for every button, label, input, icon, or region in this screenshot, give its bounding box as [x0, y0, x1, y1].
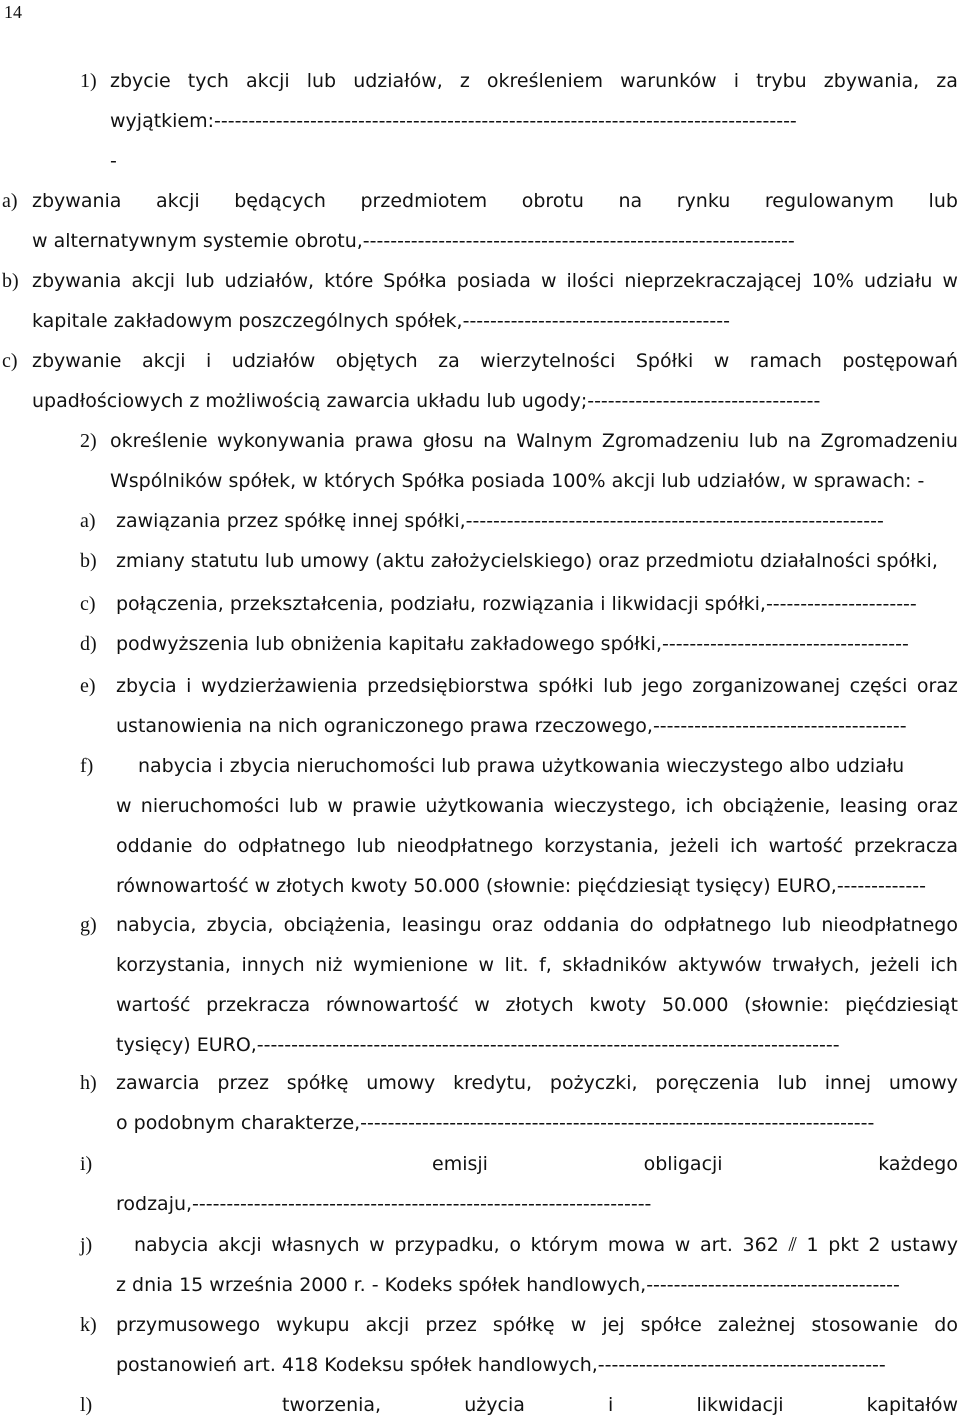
word: jej: [602, 1314, 625, 1336]
word: innej: [824, 1072, 872, 1094]
word: obrotu: [521, 190, 584, 212]
word: pkt: [828, 1234, 859, 1256]
word: ustawy: [890, 1234, 958, 1256]
item-marker: f): [80, 755, 94, 777]
word: w: [478, 954, 494, 976]
word: i: [608, 1394, 614, 1416]
word: za: [438, 350, 460, 372]
word: zbycia,: [206, 914, 274, 936]
word: akcji: [246, 70, 290, 92]
word: warunków: [620, 70, 717, 92]
word: w: [327, 795, 343, 817]
word: kredytu,: [453, 1072, 533, 1094]
text-line: tysięcy) EURO,-------------------------------------------------------------------------------------: [116, 1034, 840, 1056]
word: pożyczki,: [549, 1072, 638, 1094]
word: nabycia: [134, 1234, 209, 1256]
word: udziałów,: [353, 70, 443, 92]
word: i: [733, 70, 739, 92]
text-line: [116, 1071, 958, 1095]
text-line: -: [110, 150, 117, 172]
word: przekracza: [206, 994, 311, 1016]
word: lub: [748, 430, 779, 452]
word: ich: [730, 835, 758, 857]
text-line: [32, 349, 958, 373]
word: udziału: [863, 270, 933, 292]
word: akcji: [156, 190, 200, 212]
word: spółki: [538, 675, 594, 697]
word: w: [674, 1234, 691, 1256]
word: ilości: [566, 270, 615, 292]
text-line: [110, 429, 958, 453]
word: Walnym: [516, 430, 593, 452]
word: przekracza: [853, 835, 958, 857]
text-line: z dnia 15 września 2000 r. - Kodeks spółek handlowych,-------------------------------------: [116, 1274, 900, 1296]
word: lub: [928, 190, 958, 212]
word: lub: [777, 1072, 807, 1094]
word: art.: [699, 1234, 733, 1256]
word: o: [509, 1234, 521, 1256]
word: prawa: [354, 430, 414, 452]
word: nieruchomości: [140, 795, 280, 817]
word: korzystania,: [116, 954, 231, 976]
word: lub: [603, 675, 633, 697]
word: w: [474, 994, 490, 1016]
word: 10%: [811, 270, 854, 292]
word: oddania: [543, 914, 620, 936]
word: tych: [187, 70, 229, 92]
word: zawarcia: [116, 1072, 200, 1094]
item-marker: b): [80, 550, 97, 572]
word: wymienione: [352, 954, 468, 976]
word: leasing: [839, 795, 908, 817]
word: 362: [742, 1234, 779, 1256]
word: nieprzekraczającej: [624, 270, 802, 292]
text-line: [116, 953, 958, 977]
word: wartość: [116, 994, 191, 1016]
word: określeniem: [486, 70, 604, 92]
word: za: [936, 70, 958, 92]
word: przypadku,: [394, 1234, 500, 1256]
word: posiada: [456, 270, 531, 292]
word: odpłatnego: [663, 914, 772, 936]
word: mowa: [607, 1234, 666, 1256]
item-marker: 2): [80, 430, 97, 452]
word: rynku: [676, 190, 731, 212]
word: postępowań: [842, 350, 958, 372]
word: oraz: [916, 675, 958, 697]
word: korzystania,: [544, 835, 660, 857]
word: lub: [185, 270, 215, 292]
word: wykupu: [276, 1314, 350, 1336]
word: zbywania,: [823, 70, 920, 92]
word: ich: [685, 795, 714, 817]
text-line: [116, 1313, 958, 1337]
word: będących: [234, 190, 326, 212]
word: w: [713, 350, 730, 372]
word: innych: [241, 954, 305, 976]
word: wykonywania: [217, 430, 346, 452]
word: 50.000: [661, 994, 729, 1016]
word: zorganizowanej: [692, 675, 841, 697]
item-marker: 1): [80, 70, 97, 92]
text-line: Wspólników spółek, w których Spółka posiada 100% akcji lub udziałów, w sprawach: -: [110, 470, 925, 492]
item-marker: d): [80, 633, 97, 655]
text-line: ustanowienia na nich ograniczonego prawa rzeczowego,-------------------------------------: [116, 715, 907, 737]
word: i: [206, 350, 212, 372]
word: Spółki: [635, 350, 694, 372]
word: emisji: [432, 1153, 488, 1175]
text-line: rodzaju,-------------------------------------------------------------------: [116, 1193, 652, 1215]
word: do: [629, 914, 654, 936]
word: użytkowania: [425, 795, 545, 817]
text-line: nabycia i zbycia nieruchomości lub prawa użytkowania wieczystego albo udziału: [138, 755, 905, 777]
word: własnych: [271, 1234, 360, 1256]
text-line: [110, 69, 958, 93]
word: wydzierżawienia: [200, 675, 358, 697]
text-line: w alternatywnym systemie obrotu,---------------------------------------------------------------: [32, 230, 795, 252]
word: w: [942, 270, 958, 292]
word: na: [483, 430, 507, 452]
word: zbywania: [32, 190, 122, 212]
text-line: [116, 794, 958, 818]
item-marker: c): [2, 350, 18, 372]
text-line: wyjątkiem:-------------------------------------------------------------------------------------: [110, 110, 797, 132]
item-marker: b): [2, 270, 19, 292]
word: równowartość: [325, 994, 459, 1016]
item-marker: l): [80, 1394, 93, 1416]
word: złotych: [505, 994, 574, 1016]
word: odpłatnego: [237, 835, 346, 857]
word: obligacji: [643, 1153, 723, 1175]
word: wartość: [768, 835, 844, 857]
word: którym: [530, 1234, 599, 1256]
word: wieczystego,: [553, 795, 677, 817]
text-line: upadłościowych z możliwością zawarcia układu lub ugody;----------------------------------: [32, 390, 821, 412]
text-line: [282, 1393, 958, 1417]
item-marker: k): [80, 1314, 97, 1336]
word: do: [203, 835, 227, 857]
word: w: [116, 795, 132, 817]
word: przez: [425, 1314, 477, 1336]
word: ramach: [749, 350, 822, 372]
page-number: 14: [4, 2, 22, 22]
word: oraz: [916, 795, 958, 817]
word: ⫽: [788, 1234, 797, 1256]
item-marker: e): [80, 675, 96, 697]
word: na: [787, 430, 812, 452]
word: nieodpłatnego: [821, 914, 958, 936]
word: udziałów,: [224, 270, 315, 292]
word: przedmiotem: [360, 190, 488, 212]
text-line: [116, 674, 958, 698]
word: regulowanym: [764, 190, 894, 212]
text-line: kapitale zakładowym poszczególnych spółek,---------------------------------------: [32, 310, 730, 332]
word: każdego: [878, 1153, 958, 1175]
word: zbywania: [32, 270, 122, 292]
word: akcji: [217, 1234, 262, 1256]
text-line: postanowień art. 418 Kodeksu spółek handlowych,------------------------------------------: [116, 1354, 886, 1376]
text-line: zmiany statutu lub umowy (aktu założycielskiego) oraz przedmiotu działalności spółki,: [116, 550, 938, 572]
word: składników: [562, 954, 668, 976]
word: części: [849, 675, 908, 697]
word: poręczenia: [655, 1072, 760, 1094]
word: niż: [315, 954, 343, 976]
word: 2: [868, 1234, 881, 1256]
word: spółkę: [286, 1072, 349, 1094]
word: użycia: [464, 1394, 525, 1416]
text-line: [116, 913, 958, 937]
item-marker: a): [80, 510, 96, 532]
text-line: o podobnym charakterze,---------------------------------------------------------------------------: [116, 1112, 875, 1134]
word: trwałych,: [772, 954, 860, 976]
word: przedsiębiorstwa: [367, 675, 529, 697]
word: ich: [930, 954, 958, 976]
text-line: [32, 189, 958, 213]
word: przymusowego: [116, 1314, 261, 1336]
text-line: połączenia, przekształcenia, podziału, rozwiązania i likwidacji spółki,----------------------: [116, 593, 917, 615]
word: nieodpłatnego: [396, 835, 534, 857]
word: prawie: [352, 795, 417, 817]
text-line: [432, 1152, 958, 1176]
text-line: [116, 834, 958, 858]
text-line: [134, 1233, 958, 1257]
word: pięćdziesiąt: [845, 994, 958, 1016]
text-line: podwyższenia lub obniżenia kapitału zakładowego spółki,------------------------------------: [116, 633, 909, 655]
word: na: [618, 190, 643, 212]
word: trybu: [756, 70, 807, 92]
word: objętych: [335, 350, 418, 372]
word: obciążenie,: [722, 795, 831, 817]
word: akcji: [365, 1314, 410, 1336]
item-marker: a): [2, 190, 18, 212]
word: jeżeli: [669, 835, 720, 857]
text-line: równowartość w złotych kwoty 50.000 (słownie: pięćdziesiąt tysięcy) EURO,-------------: [116, 875, 926, 897]
word: lit.: [504, 954, 529, 976]
word: oddanie: [116, 835, 193, 857]
word: leasingu: [401, 914, 482, 936]
word: Zgromadzeniu: [820, 430, 958, 452]
word: f,: [539, 954, 552, 976]
word: udziałów: [231, 350, 316, 372]
word: które: [324, 270, 374, 292]
word: lub: [288, 795, 319, 817]
word: zbywanie: [32, 350, 122, 372]
word: do: [934, 1314, 958, 1336]
word: akcji: [141, 350, 186, 372]
word: głosu: [422, 430, 474, 452]
word: kwoty: [589, 994, 647, 1016]
item-marker: i): [80, 1153, 93, 1175]
word: aktywów: [677, 954, 762, 976]
word: jego: [642, 675, 683, 697]
word: lub: [306, 70, 337, 92]
word: likwidacji: [696, 1394, 784, 1416]
word: w: [369, 1234, 385, 1256]
word: obciążenia,: [283, 914, 392, 936]
word: w: [540, 270, 557, 292]
text-line: zawiązania przez spółkę innej spółki,-------------------------------------------------------------: [116, 510, 884, 532]
item-marker: j): [80, 1234, 93, 1256]
word: akcji: [131, 270, 176, 292]
word: 1: [806, 1234, 819, 1256]
word: tworzenia,: [282, 1394, 382, 1416]
word: kapitałów: [866, 1394, 958, 1416]
item-marker: c): [80, 593, 96, 615]
word: Spółka: [383, 270, 447, 292]
word: zależnej: [717, 1314, 796, 1336]
word: lub: [356, 835, 386, 857]
item-marker: g): [80, 914, 97, 936]
word: (słownie:: [744, 994, 830, 1016]
word: zbycia: [116, 675, 177, 697]
word: spółce: [640, 1314, 702, 1336]
word: umowy: [366, 1072, 436, 1094]
item-marker: h): [80, 1072, 97, 1094]
text-line: [116, 993, 958, 1017]
word: w: [570, 1314, 587, 1336]
word: i: [186, 675, 192, 697]
word: określenie: [110, 430, 208, 452]
word: oraz: [491, 914, 533, 936]
text-line: [32, 269, 958, 293]
word: wierzytelności: [480, 350, 616, 372]
word: lub: [781, 914, 812, 936]
word: Zgromadzeniu: [601, 430, 740, 452]
word: przez: [217, 1072, 269, 1094]
word: z: [459, 70, 470, 92]
word: stosowanie: [811, 1314, 919, 1336]
word: nabycia,: [116, 914, 197, 936]
word: umowy: [888, 1072, 958, 1094]
word: spółkę: [492, 1314, 555, 1336]
word: zbycie: [110, 70, 171, 92]
word: jeżeli: [870, 954, 920, 976]
